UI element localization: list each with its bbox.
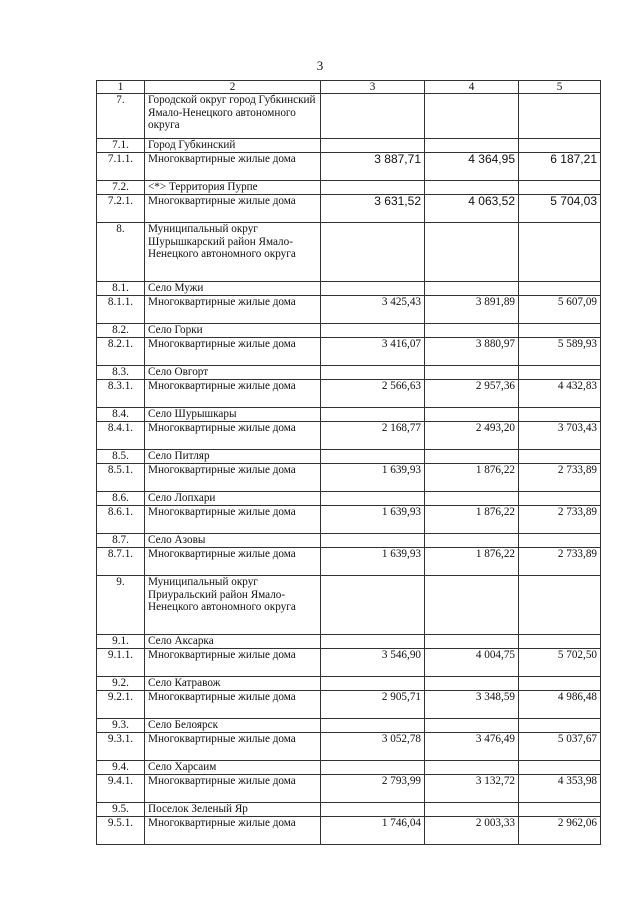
value-col5: 3 703,43 <box>519 422 601 450</box>
value-col3: 2 793,99 <box>321 775 425 803</box>
value-col3: 3 546,90 <box>321 649 425 677</box>
row-name: <*> Территория Пурпе <box>145 181 321 195</box>
value-col3 <box>321 719 425 733</box>
row-number: 8.7.1. <box>97 548 145 576</box>
table-row <box>97 649 601 677</box>
row-name: Село Шурышкары <box>145 408 321 422</box>
value-col5: 5 704,03 <box>519 195 601 223</box>
row-name: Село Аксарка <box>145 635 321 649</box>
row-number: 7.1.1. <box>97 153 145 181</box>
value-col4 <box>425 139 519 153</box>
table-row <box>97 691 601 719</box>
row-number: 9.2. <box>97 677 145 691</box>
value-col3: 2 905,71 <box>321 691 425 719</box>
table-header-row <box>97 81 601 94</box>
value-col3 <box>321 576 425 635</box>
row-number: 8.1.1. <box>97 296 145 324</box>
row-number: 9.1. <box>97 635 145 649</box>
table-row <box>97 803 601 817</box>
value-col3 <box>321 803 425 817</box>
row-number: 9.1.1. <box>97 649 145 677</box>
value-col5: 2 733,89 <box>519 506 601 534</box>
value-col3 <box>321 282 425 296</box>
row-name: Многоквартирные жилые дома <box>145 296 321 324</box>
row-number: 8.1. <box>97 282 145 296</box>
row-name: Муниципальный округ Приуральский район Ямало-Ненецкого автономного округа <box>145 576 321 635</box>
row-number: 8.3.1. <box>97 380 145 408</box>
value-col5 <box>519 139 601 153</box>
table-row <box>97 677 601 691</box>
table-row <box>97 153 601 181</box>
value-col4 <box>425 223 519 282</box>
value-col5: 6 187,21 <box>519 153 601 181</box>
table-row <box>97 719 601 733</box>
value-col4: 2 493,20 <box>425 422 519 450</box>
value-col5: 5 037,67 <box>519 733 601 761</box>
table-row <box>97 195 601 223</box>
value-col3 <box>321 534 425 548</box>
value-col3: 1 639,93 <box>321 464 425 492</box>
value-col5 <box>519 408 601 422</box>
value-col3: 1 639,93 <box>321 506 425 534</box>
table-row <box>97 733 601 761</box>
table-row <box>97 223 601 282</box>
value-col3: 3 425,43 <box>321 296 425 324</box>
table-row <box>97 422 601 450</box>
table-row <box>97 296 601 324</box>
value-col5 <box>519 366 601 380</box>
row-number: 9.2.1. <box>97 691 145 719</box>
row-number: 7.2.1. <box>97 195 145 223</box>
value-col4: 2 957,36 <box>425 380 519 408</box>
value-col5 <box>519 719 601 733</box>
row-number: 8.7. <box>97 534 145 548</box>
row-name: Город Губкинский <box>145 139 321 153</box>
value-col4 <box>425 450 519 464</box>
value-col3 <box>321 408 425 422</box>
tariff-table <box>96 80 601 845</box>
value-col3 <box>321 677 425 691</box>
value-col3 <box>321 223 425 282</box>
table-row <box>97 366 601 380</box>
table-row <box>97 282 601 296</box>
row-number: 8.4.1. <box>97 422 145 450</box>
value-col5 <box>519 181 601 195</box>
table-row <box>97 338 601 366</box>
value-col4: 4 063,52 <box>425 195 519 223</box>
row-number: 9. <box>97 576 145 635</box>
row-name: Муниципальный округ Шурышкарский район Ямало-Ненецкого автономного округа <box>145 223 321 282</box>
row-number: 8.2.1. <box>97 338 145 366</box>
value-col5 <box>519 635 601 649</box>
value-col4 <box>425 761 519 775</box>
value-col3: 1 746,04 <box>321 817 425 845</box>
row-number: 9.3.1. <box>97 733 145 761</box>
value-col4: 3 348,59 <box>425 691 519 719</box>
row-name: Многоквартирные жилые дома <box>145 817 321 845</box>
header-cell: 1 <box>97 81 145 94</box>
value-col5 <box>519 324 601 338</box>
row-name: Село Мужи <box>145 282 321 296</box>
row-name: Село Овгорт <box>145 366 321 380</box>
value-col5: 2 962,06 <box>519 817 601 845</box>
row-name: Многоквартирные жилые дома <box>145 548 321 576</box>
row-number: 9.3. <box>97 719 145 733</box>
row-number: 8.2. <box>97 324 145 338</box>
value-col4: 3 880,97 <box>425 338 519 366</box>
header-cell: 2 <box>145 81 321 94</box>
value-col5 <box>519 534 601 548</box>
row-name: Многоквартирные жилые дома <box>145 733 321 761</box>
row-number: 9.5.1. <box>97 817 145 845</box>
row-name: Городской округ город Губкинский Ямало-Ненецкого автономного округа <box>145 94 321 139</box>
value-col3 <box>321 181 425 195</box>
table-row <box>97 380 601 408</box>
row-name: Многоквартирные жилые дома <box>145 775 321 803</box>
value-col3 <box>321 94 425 139</box>
row-name: Село Катравож <box>145 677 321 691</box>
value-col3 <box>321 761 425 775</box>
value-col4 <box>425 282 519 296</box>
value-col4 <box>425 719 519 733</box>
table-row <box>97 408 601 422</box>
value-col3: 2 566,63 <box>321 380 425 408</box>
table-row <box>97 324 601 338</box>
row-name: Село Белоярск <box>145 719 321 733</box>
row-name: Многоквартирные жилые дома <box>145 153 321 181</box>
page-number: 3 <box>316 58 324 73</box>
value-col4: 3 132,72 <box>425 775 519 803</box>
value-col5: 2 733,89 <box>519 464 601 492</box>
value-col4 <box>425 803 519 817</box>
value-col5 <box>519 223 601 282</box>
table-row <box>97 506 601 534</box>
row-number: 7.1. <box>97 139 145 153</box>
row-name: Село Харсаим <box>145 761 321 775</box>
value-col5: 5 607,09 <box>519 296 601 324</box>
row-name: Многоквартирные жилые дома <box>145 380 321 408</box>
row-number: 8.4. <box>97 408 145 422</box>
value-col5 <box>519 576 601 635</box>
row-name: Многоквартирные жилые дома <box>145 649 321 677</box>
row-number: 9.5. <box>97 803 145 817</box>
value-col5 <box>519 450 601 464</box>
value-col4: 3 891,89 <box>425 296 519 324</box>
row-number: 9.4.1. <box>97 775 145 803</box>
table-row <box>97 775 601 803</box>
row-name: Многоквартирные жилые дома <box>145 338 321 366</box>
value-col4: 4 364,95 <box>425 153 519 181</box>
row-name: Многоквартирные жилые дома <box>145 691 321 719</box>
value-col3 <box>321 492 425 506</box>
value-col3: 3 416,07 <box>321 338 425 366</box>
value-col4 <box>425 534 519 548</box>
value-col3: 3 052,78 <box>321 733 425 761</box>
table-row <box>97 464 601 492</box>
value-col5: 4 986,48 <box>519 691 601 719</box>
table-row <box>97 492 601 506</box>
value-col4 <box>425 408 519 422</box>
value-col4: 2 003,33 <box>425 817 519 845</box>
value-col4 <box>425 492 519 506</box>
table-row <box>97 181 601 195</box>
row-name: Село Азовы <box>145 534 321 548</box>
row-name: Многоквартирные жилые дома <box>145 464 321 492</box>
header-cell: 5 <box>519 81 601 94</box>
row-number: 8.5.1. <box>97 464 145 492</box>
value-col3 <box>321 139 425 153</box>
value-col5 <box>519 761 601 775</box>
row-number: 8.6.1. <box>97 506 145 534</box>
value-col4 <box>425 181 519 195</box>
row-name: Поселок Зеленый Яр <box>145 803 321 817</box>
value-col5: 4 353,98 <box>519 775 601 803</box>
table-row <box>97 450 601 464</box>
row-number: 8. <box>97 223 145 282</box>
value-col3: 1 639,93 <box>321 548 425 576</box>
value-col5: 4 432,83 <box>519 380 601 408</box>
table-row <box>97 534 601 548</box>
row-number: 7.2. <box>97 181 145 195</box>
table-row <box>97 139 601 153</box>
row-name: Многоквартирные жилые дома <box>145 195 321 223</box>
value-col4 <box>425 94 519 139</box>
value-col4: 1 876,22 <box>425 464 519 492</box>
table-row <box>97 94 601 139</box>
value-col5: 5 702,50 <box>519 649 601 677</box>
header-cell: 3 <box>321 81 425 94</box>
value-col4 <box>425 576 519 635</box>
value-col3: 2 168,77 <box>321 422 425 450</box>
table-row <box>97 817 601 845</box>
value-col5: 5 589,93 <box>519 338 601 366</box>
row-number: 9.4. <box>97 761 145 775</box>
value-col5 <box>519 94 601 139</box>
table-body <box>97 94 601 845</box>
value-col4: 1 876,22 <box>425 548 519 576</box>
value-col4: 4 004,75 <box>425 649 519 677</box>
value-col3 <box>321 366 425 380</box>
table-row <box>97 576 601 635</box>
header-cell: 4 <box>425 81 519 94</box>
value-col5 <box>519 803 601 817</box>
value-col4 <box>425 635 519 649</box>
value-col5: 2 733,89 <box>519 548 601 576</box>
value-col4 <box>425 677 519 691</box>
value-col3: 3 887,71 <box>321 153 425 181</box>
value-col3: 3 631,52 <box>321 195 425 223</box>
value-col3 <box>321 635 425 649</box>
value-col5 <box>519 492 601 506</box>
value-col4: 1 876,22 <box>425 506 519 534</box>
value-col3 <box>321 450 425 464</box>
row-number: 8.5. <box>97 450 145 464</box>
row-number: 8.3. <box>97 366 145 380</box>
value-col5 <box>519 282 601 296</box>
value-col4: 3 476,49 <box>425 733 519 761</box>
row-name: Село Питляр <box>145 450 321 464</box>
value-col5 <box>519 677 601 691</box>
value-col4 <box>425 366 519 380</box>
row-name: Село Горки <box>145 324 321 338</box>
table-row <box>97 635 601 649</box>
row-name: Многоквартирные жилые дома <box>145 506 321 534</box>
value-col4 <box>425 324 519 338</box>
row-name: Многоквартирные жилые дома <box>145 422 321 450</box>
table-row <box>97 548 601 576</box>
value-col3 <box>321 324 425 338</box>
row-number: 7. <box>97 94 145 139</box>
table-row <box>97 761 601 775</box>
row-name: Село Лопхари <box>145 492 321 506</box>
row-number: 8.6. <box>97 492 145 506</box>
